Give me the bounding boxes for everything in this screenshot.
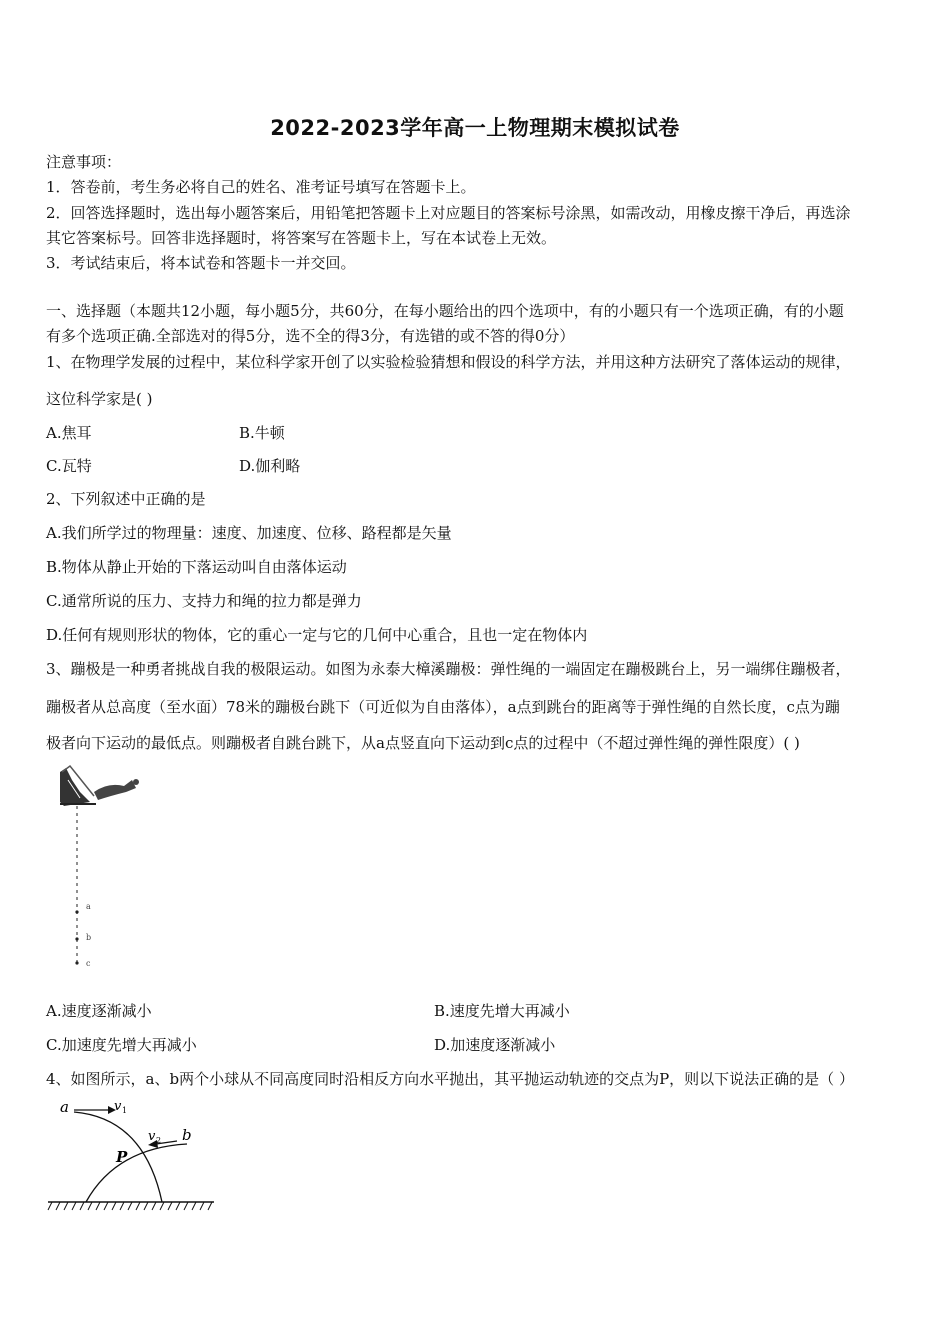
point-a-dot [75,910,78,913]
ball-b-label: b [182,1126,192,1144]
q3-option-d: D.加速度逐渐减小 [434,1036,556,1054]
q1-stem-line-2: 这位科学家是( ) [46,390,153,408]
q3-stem-line-2: 蹦极者从总高度（至水面）78米的蹦极台跳下（可近似为自由落体），a点到跳台的距离等于弹性绳的自然长度，c点为蹦 [46,698,840,716]
v2-subscript: 2 [156,1136,162,1145]
bungee-figure [50,762,150,972]
ground-hatching [48,1202,212,1210]
intersection-p-label: P [116,1148,128,1166]
q3-stem-line-1: 3、蹦极是一种勇者挑战自我的极限运动。如图为永泰大樟溪蹦极：弹性绳的一端固定在蹦极跳台上，另一端绑住蹦极者， [46,660,851,678]
q2-stem: 2、下列叙述中正确的是 [46,490,206,508]
notice-item-3: 3．考试结束后，将本试卷和答题卡一并交回。 [46,254,356,272]
q2-option-c: C.通常所说的压力、支持力和绳的拉力都是弹力 [46,592,362,610]
trajectory-b [86,1144,187,1202]
q3-stem-line-3: 极者向下运动的最低点。则蹦极者自跳台跳下，从a点竖直向下运动到c点的过程中（不超过弹性绳的弹性限度）( ) [46,734,800,752]
q1-option-d: D.伽利略 [239,457,301,475]
section-heading-line-2: 有多个选项正确.全部选对的得5分，选不全的得3分，有选错的或不答的得0分） [46,327,575,345]
q4-stem: 4、如图所示，a、b两个小球从不同高度同时沿相反方向水平抛出，其平抛运动轨迹的交点为P，则以下说法正确的是（ ） [46,1070,854,1088]
ball-a-label: a [60,1098,69,1116]
q3-option-c: C.加速度先增大再减小 [46,1036,197,1054]
v2-label: v [148,1129,156,1144]
point-b-dot [75,937,78,940]
q2-option-d: D.任何有规则形状的物体，它的重心一定与它的几何中心重合，且也一定在物体内 [46,626,588,644]
v1-label: v [114,1099,122,1114]
point-b-label: b [86,933,92,942]
q3-option-a: A.速度逐渐减小 [46,1002,152,1020]
notice-item-2-cont: 其它答案标号。回答非选择题时，将答案写在答题卡上，写在本试卷上无效。 [46,229,557,247]
v1-subscript: 1 [122,1106,128,1115]
point-c-dot [75,961,78,964]
exam-title: 2022-2023学年高一上物理期末模拟试卷 [270,116,680,140]
point-a-label: a [86,902,91,911]
projectile-figure [44,1094,219,1216]
notice-heading: 注意事项： [46,153,122,171]
q1-option-b: B.牛顿 [239,424,285,442]
q1-option-c: C.瓦特 [46,457,92,475]
point-c-label: c [86,959,91,968]
q2-option-a: A.我们所学过的物理量：速度、加速度、位移、路程都是矢量 [46,524,452,542]
notice-item-2: 2．回答选择题时，选出每小题答案后，用铅笔把答题卡上对应题目的答案标号涂黑，如需改动，用橡皮擦干净后，再选涂 [46,204,851,222]
q1-option-a: A.焦耳 [46,424,92,442]
notice-item-1: 1．答卷前，考生务必将自己的姓名、准考证号填写在答题卡上。 [46,178,476,196]
q3-option-b: B.速度先增大再减小 [434,1002,570,1020]
bungee-platform-illustration [60,766,139,806]
q1-stem-line-1: 1、在物理学发展的过程中，某位科学家开创了以实验检验猜想和假设的科学方法，并用这种方法研究了落体运动的规律， [46,353,851,371]
q2-option-b: B.物体从静止开始的下落运动叫自由落体运动 [46,558,347,576]
section-heading-line-1: 一、选择题（本题共12小题，每小题5分，共60分，在每小题给出的四个选项中，有的小题只有一个选项正确，有的小题 [46,302,844,320]
